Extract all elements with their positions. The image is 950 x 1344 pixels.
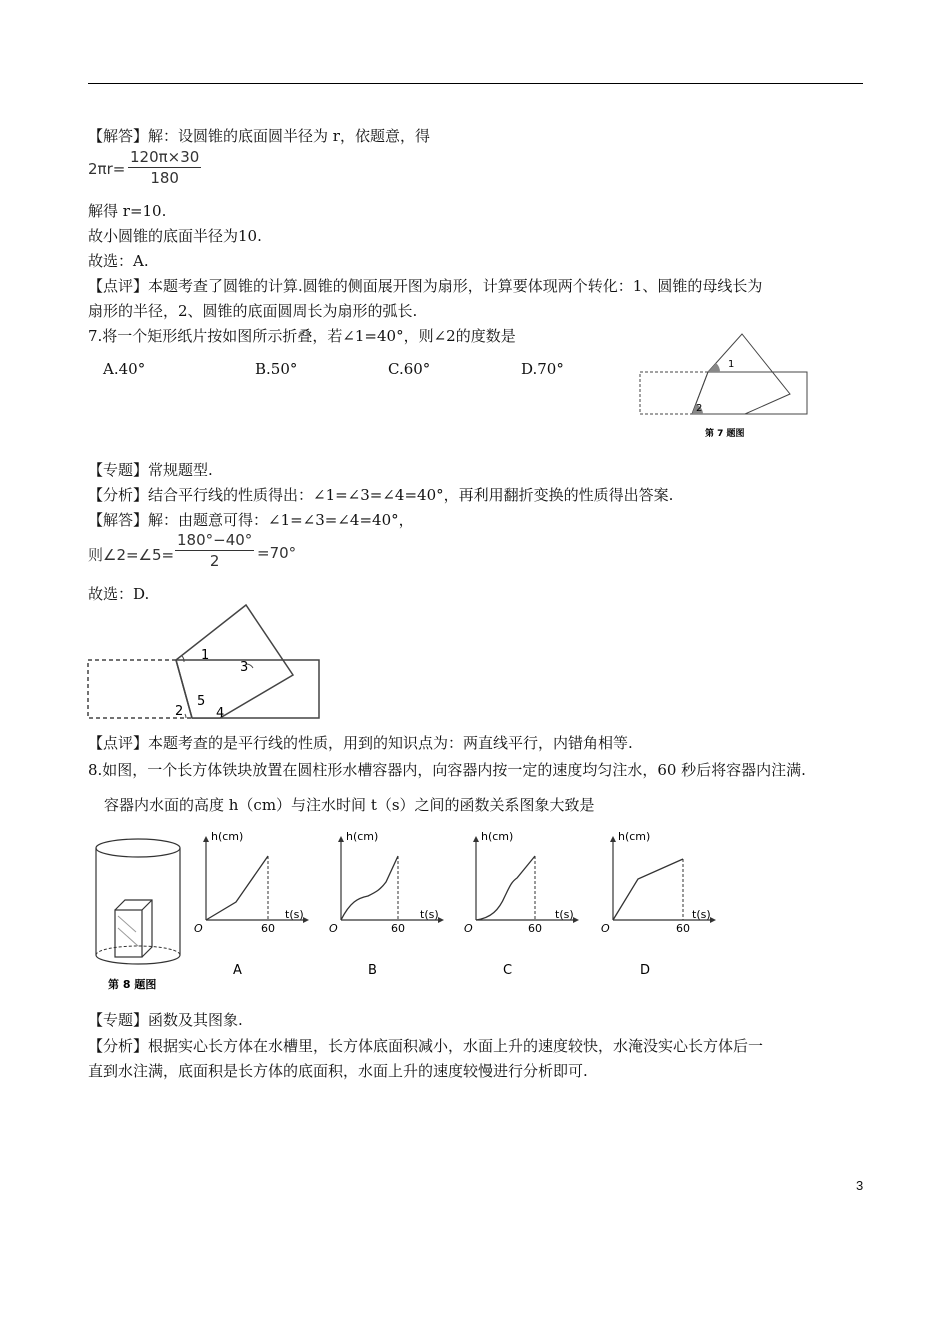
- fraction-bar: [128, 167, 201, 168]
- q7-folded-flap: [692, 334, 790, 414]
- graph-c-curve: [476, 856, 535, 920]
- q8-analysis-line-1: 【分析】根据实心长方体在水槽里，长方体底面积减小，水面上升的速度较快，水淹没实心长方体后一: [88, 1037, 764, 1055]
- sol6-fraction-numerator: 120π×30: [130, 148, 200, 166]
- x-tick-60: 60: [261, 922, 275, 935]
- sol6-equation-lhs: 2πr=: [88, 160, 126, 178]
- q8-figure-row: [88, 828, 728, 993]
- q7-solution-figure: [85, 600, 325, 725]
- y-axis-label: h(cm): [346, 830, 379, 843]
- graph-b-curve: [341, 856, 398, 920]
- q7-fraction-denominator: 2: [209, 552, 220, 570]
- q7-topic: 【专题】常规题型.: [88, 461, 213, 479]
- q8-graph-c: [464, 830, 579, 978]
- q7-choice: 故选：D.: [88, 585, 150, 603]
- q8-block-side: [115, 900, 152, 957]
- q8-figure-caption: 第 8 题图: [108, 978, 157, 991]
- q7-answer: 【解答】解：由题意可得：∠1=∠3=∠4=40°，: [88, 511, 414, 529]
- q7-figure: [630, 322, 815, 442]
- origin-label: O: [329, 922, 338, 935]
- q7-sol-label-3: 3: [240, 660, 249, 675]
- sol6-conclusion: 故小圆锥的底面半径为10.: [88, 227, 262, 245]
- sol6-answer-line: 【解答】解：设圆锥的底面圆半径为 r，依题意，得: [88, 127, 430, 145]
- q7-equation-lhs: 则∠2=∠5=: [88, 546, 175, 564]
- origin-label: O: [464, 922, 473, 935]
- q7-fraction: [175, 531, 254, 570]
- q7-stem: 7.将一个矩形纸片按如图所示折叠，若∠1=40°，则∠2的度数是: [88, 327, 516, 345]
- q8-analysis-line-2: 直到水注满，底面积是长方体的底面积，水面上升的速度较慢进行分析即可.: [88, 1062, 588, 1080]
- x-axis-label: t(s): [420, 908, 439, 921]
- q8-graph-a: [194, 830, 309, 978]
- q8-stem-line-2: 容器内水面的高度 h（cm）与注水时间 t（s）之间的函数关系图象大致是: [104, 796, 595, 814]
- sol6-choice: 故选：A.: [88, 252, 149, 270]
- origin-label: O: [194, 922, 203, 935]
- q7-figure-caption: 第 7 题图: [705, 429, 745, 439]
- graph-d-curve: [613, 859, 683, 920]
- q7-fraction-numerator: 180°−40°: [177, 531, 253, 549]
- y-axis-label: h(cm): [211, 830, 244, 843]
- sol6-fraction: [128, 148, 201, 187]
- sol6-comment-line-1: 【点评】本题考查了圆锥的计算.圆锥的侧面展开图为扇形，计算要体现两个转化：1、圆锥的母线长为: [88, 277, 763, 295]
- graph-a-letter: A: [233, 963, 242, 978]
- q7-analysis: 【分析】结合平行线的性质得出：∠1=∠3=∠4=40°，再利用翻折变换的性质得出答案.: [88, 486, 674, 504]
- page-number: 3: [856, 1178, 864, 1193]
- q7-comment: 【点评】本题考查的是平行线的性质，用到的知识点为：两直线平行，内错角相等.: [88, 734, 633, 752]
- sol6-comment-line-2: 扇形的半径，2、圆锥的底面圆周长为扇形的弧长.: [88, 302, 418, 320]
- q7-sol-label-1: 1: [201, 648, 210, 663]
- y-axis-label: h(cm): [481, 830, 514, 843]
- q7-option-d: D.70°: [521, 360, 564, 378]
- graph-d-letter: D: [640, 963, 651, 978]
- fraction-bar: [175, 550, 254, 551]
- x-axis-label: t(s): [285, 908, 304, 921]
- q7-option-c: C.60°: [388, 360, 431, 378]
- x-tick-60: 60: [528, 922, 542, 935]
- q8-graph-b: [329, 830, 444, 978]
- q7-option-a: A.40°: [103, 360, 146, 378]
- q7-label-2: 2: [696, 403, 703, 414]
- q7-equation-rhs: =70°: [257, 544, 297, 562]
- graph-b-letter: B: [368, 963, 377, 978]
- q8-stem: 8.如图，一个长方体铁块放置在圆柱形水槽容器内，向容器内按一定的速度均匀注水，60 秒后将容器内注满.: [88, 761, 806, 779]
- q7-label-1: 1: [728, 359, 735, 370]
- origin-label: O: [601, 922, 610, 935]
- q8-container-figure: [96, 839, 180, 991]
- graph-a-curve: [206, 856, 268, 920]
- q7-sol-folded-flap: [176, 605, 293, 718]
- y-axis-label: h(cm): [618, 830, 651, 843]
- sol6-solved: 解得 r=10.: [88, 202, 167, 220]
- x-tick-60: 60: [391, 922, 405, 935]
- header-rule: [88, 83, 863, 84]
- q8-topic: 【专题】函数及其图象.: [88, 1011, 243, 1029]
- q8-graph-d: [601, 830, 716, 978]
- x-axis-label: t(s): [692, 908, 711, 921]
- q7-sol-label-5: 5: [197, 694, 206, 709]
- x-tick-60: 60: [676, 922, 690, 935]
- sol6-fraction-denominator: 180: [150, 169, 179, 187]
- q7-sol-arc-2: [185, 714, 186, 718]
- graph-c-letter: C: [503, 963, 513, 978]
- q7-option-b: B.50°: [255, 360, 298, 378]
- q7-sol-label-2: 2: [175, 704, 184, 719]
- x-axis-label: t(s): [555, 908, 574, 921]
- q7-sol-label-4: 4: [216, 706, 225, 721]
